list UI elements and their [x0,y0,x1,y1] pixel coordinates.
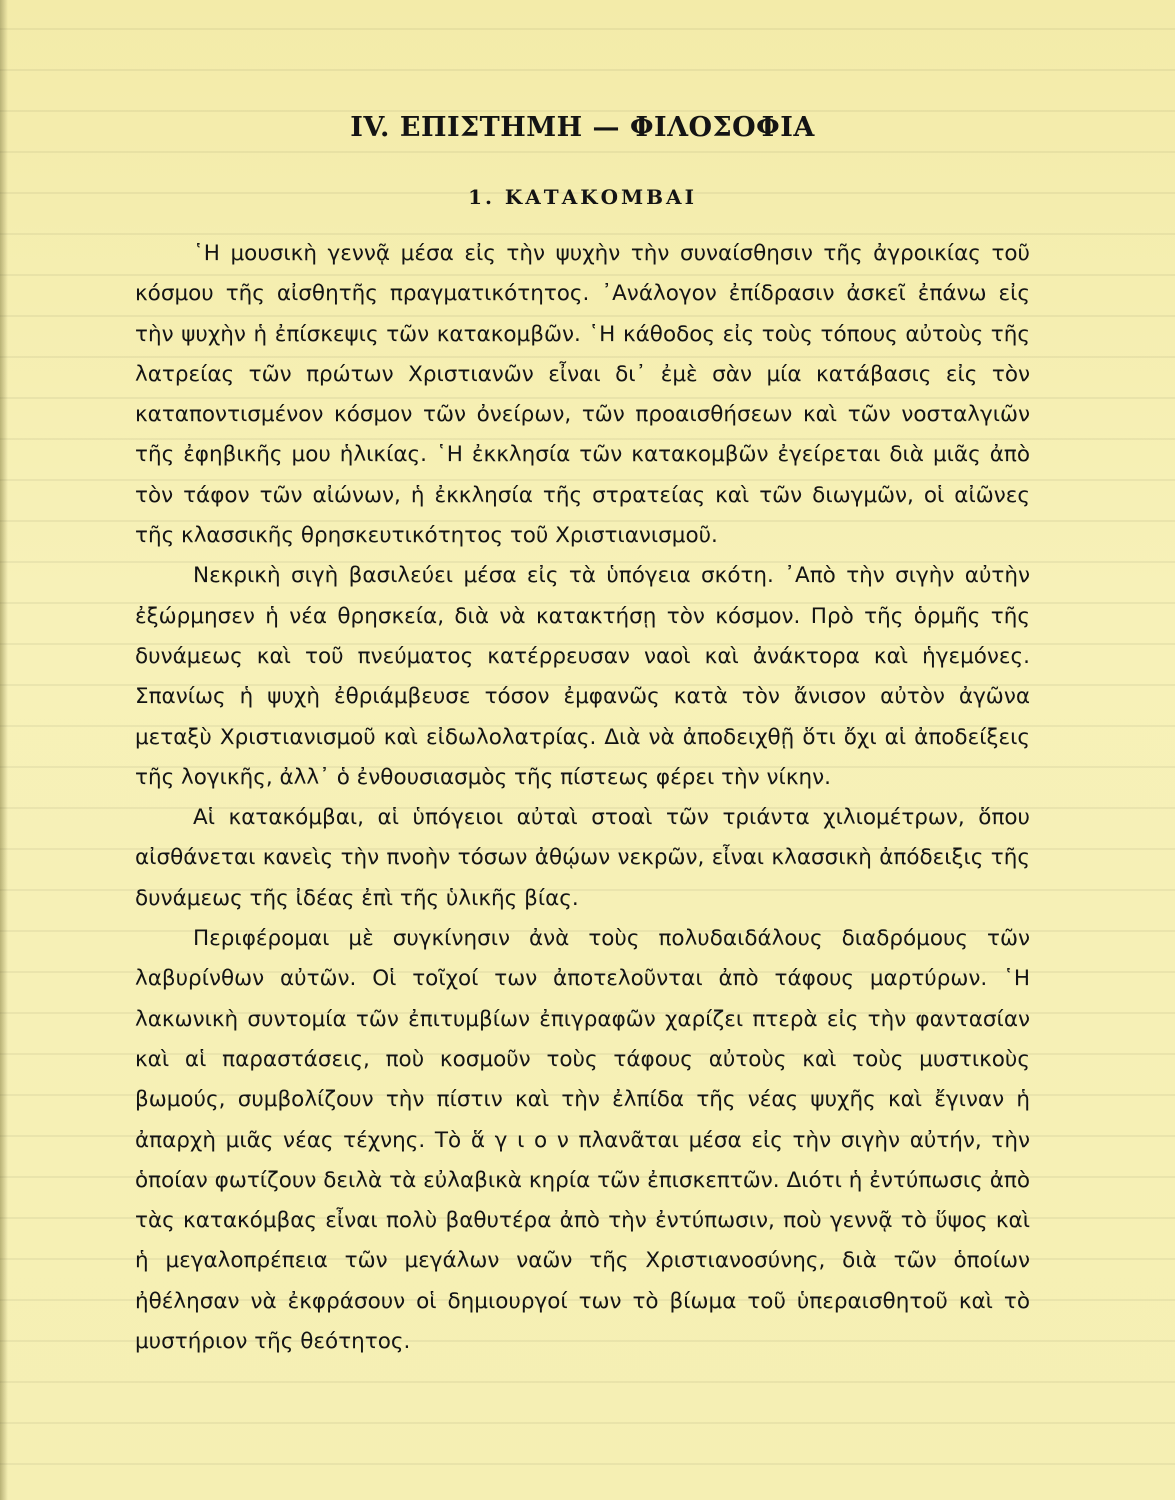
paragraph-2: Νεκρικὴ σιγὴ βασιλεύει μέσα εἰς τὰ ὑπόγεια σκότη. ᾿Απὸ τὴν σιγὴν αὐτὴν ἐξώρμησεν ἡ νέα θρησκεία, διὰ νὰ κατακτήσῃ τὸν κόσμον. Πρὸ τῆς ὁρμῆς τῆς δυνάμεως καὶ τοῦ πνεύματος κατέρρευσαν ναοὶ καὶ ἀνάκτορα καὶ ἡγεμόνες. Σπανίως ἡ ψυχὴ ἐθριάμβευσε τόσον ἐμφανῶς κατὰ τὸν ἄνισον αὐτὸν ἀγῶνα μεταξὺ Χριστιανισμοῦ καὶ εἰδωλολατρίας. Διὰ νὰ ἀποδειχθῇ ὅτι ὄχι αἱ ἀποδείξεις τῆς λογικῆς, ἀλλ᾿ ὁ ἐνθουσιασμὸς τῆς πίστεως φέρει τὴν νίκην. [135,563,1030,790]
paragraph-3: Αἱ κατακόμβαι, αἱ ὑπόγειοι αὐταὶ στοαὶ τῶν τριάντα χιλιομέτρων, ὅπου αἰσθάνεται κανεὶς τὴν πνοὴν τόσων ἀθῴων νεκρῶν, εἶναι κλασσικὴ ἀπόδειξις τῆς δυνάμεως τῆς ἰδέας ἐπὶ τῆς ὑλικῆς βίας. [135,805,1030,911]
section-heading: IV. ΕΠΙΣΤΗΜΗ — ΦΙΛΟΣΟΦΙΑ [350,112,815,143]
chapter-heading: 1. ΚΑΤΑΚΟΜΒΑΙ [468,185,697,209]
page-edge-shadow [0,0,8,1500]
body-text [135,234,1030,1362]
paragraph-4: Περιφέρομαι μὲ συγκίνησιν ἀνὰ τοὺς πολυδαιδάλους διαδρόμους τῶν λαβυρίνθων αὐτῶν. Οἱ τοῖχοί των ἀποτελοῦνται ἀπὸ τάφους μαρτύρων. ῾Η λακωνικὴ συντομία τῶν ἐπιτυμβίων ἐπιγραφῶν χαρίζει πτερὰ εἰς τὴν φαντασίαν καὶ αἱ παραστάσεις, ποὺ κοσμοῦν τοὺς τάφους αὐτοὺς καὶ τοὺς μυστικοὺς βωμούς, συμβολίζουν τὴν πίστιν καὶ τὴν ἐλπίδα τῆς νέας ψυχῆς καὶ ἔγιναν ἡ ἀπαρχὴ μιᾶς νέας τέχνης. Τὸ ἅ γ ι ο ν πλανᾶται μέσα εἰς τὴν σιγὴν αὐτήν, τὴν ὁποίαν φωτίζουν δειλὰ τὰ εὐλαβικὰ κηρία τῶν ἐπισκεπτῶν. Διότι ἡ ἐντύπωσις ἀπὸ τὰς κατακόμβας εἶναι πολὺ βαθυτέρα ἀπὸ τὴν ἐντύπωσιν, ποὺ γεννᾷ τὸ ὕψος καὶ ἡ μεγαλοπρέπεια τῶν μεγάλων ναῶν τῆς Χριστιανοσύνης, διὰ τῶν ὁποίων ἠθέλησαν νὰ ἐκφράσουν οἱ δημιουργοί των τὸ βίωμα τοῦ ὑπεραισθητοῦ καὶ τὸ μυστήριον τῆς θεότητος. [135,926,1030,1355]
text-column [135,108,1030,1362]
paragraph-1: ῾Η μουσικὴ γεννᾷ μέσα εἰς τὴν ψυχὴν τὴν συναίσθησιν τῆς ἀγροικίας τοῦ κόσμου τῆς αἰσθητῆς πραγματικότητος. ᾿Ανάλογον ἐπίδρασιν ἀσκεῖ ἐπάνω εἰς τὴν ψυχὴν ἡ ἐπίσκεψις τῶν κατακομβῶν. ῾Η κάθοδος εἰς τοὺς τόπους αὐτοὺς τῆς λατρείας τῶν πρώτων Χριστιανῶν εἶναι δι᾿ ἐμὲ σὰν μία κατάβασις εἰς τὸν καταποντισμένον κόσμον τῶν ὀνείρων, τῶν προαισθήσεων καὶ τῶν νοσταλγιῶν τῆς ἐφηβικῆς μου ἡλικίας. ῾Η ἐκκλησία τῶν κατακομβῶν ἐγείρεται διὰ μιᾶς ἀπὸ τὸν τάφον τῶν αἰώνων, ἡ ἐκκλησία τῆς στρατείας καὶ τῶν διωγμῶν, οἱ αἰῶνες τῆς κλασσικῆς θρησκευτικότητος τοῦ Χριστιανισμοῦ. [135,241,1030,549]
